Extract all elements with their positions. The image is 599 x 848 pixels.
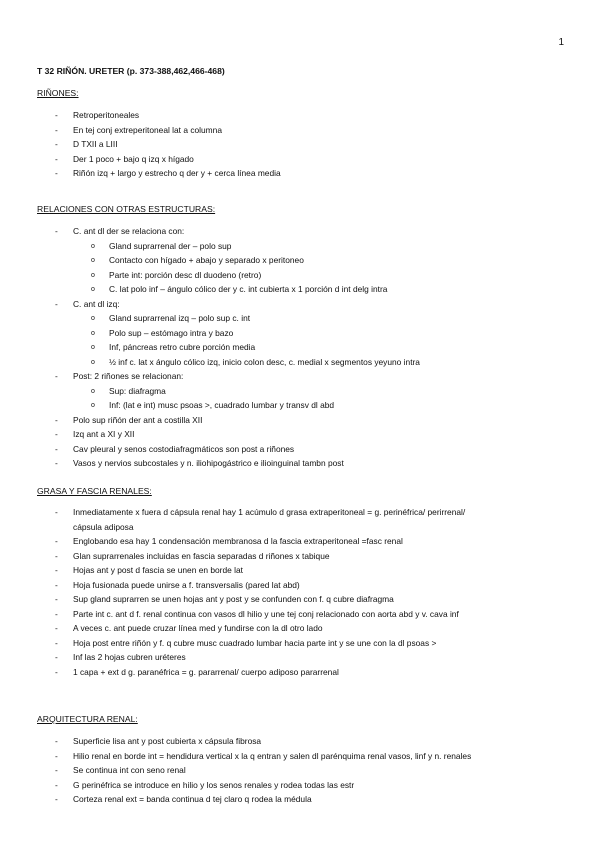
list-item-text: Sup gland suprarren se unen hojas ant y post y se confunden con f. q cubre diafragma <box>73 594 394 604</box>
document-title: T 32 RIÑÓN. URETER (p. 373-388,462,466-468) <box>37 66 225 76</box>
bullet-marker: - <box>55 429 58 439</box>
list-item <box>0 736 599 748</box>
bullet-marker: - <box>55 110 58 120</box>
bullet-marker: - <box>55 765 58 775</box>
list-item-text: C. lat polo inf – ángulo cólico der y c. int cubierta x 1 porción d int delg intra <box>109 284 388 294</box>
sub-bullet-marker: o <box>91 271 95 279</box>
bullet-marker: - <box>55 779 58 790</box>
list-item-text: G perinéfrica se introduce en hilio y los senos renales y rodea todas las estr <box>73 779 355 790</box>
section-heading: GRASA Y FASCIA RENALES: <box>37 486 152 496</box>
bullet-marker: - <box>55 153 58 164</box>
list-item-text: En tej conj extreperitoneal lat a columna <box>73 124 222 135</box>
bullet-marker: - <box>55 565 58 575</box>
list-item-text: Hojas ant y post d fascia se unen en borde lat <box>73 565 243 575</box>
list-item <box>0 565 599 577</box>
sub-bullet-marker: o <box>91 402 95 409</box>
list-item <box>0 371 599 383</box>
bullet-marker: - <box>55 536 58 546</box>
list-item-text: C. ant dl izq: <box>73 298 120 309</box>
list-item-text: Inmediatamente x fuera d cápsula renal hay 1 acúmulo d grasa extraperitoneal = g. perinéfrica/ perirrenal/ <box>73 507 466 517</box>
list-item-text: 1 capa + ext d g. paranéfrica = g. pararrenal/ cuerpo adiposo pararrenal <box>73 666 339 677</box>
list-item <box>0 522 599 534</box>
list-item <box>0 507 599 519</box>
list-item <box>0 551 599 563</box>
list-item <box>0 386 599 398</box>
list-item-text: Izq ant a XI y XII <box>73 429 135 439</box>
list-item <box>0 780 599 792</box>
section-heading: RIÑONES: <box>37 88 79 98</box>
bullet-marker: - <box>55 623 58 633</box>
bullet-marker: - <box>55 443 58 454</box>
bullet-marker: - <box>55 458 58 468</box>
list-item-text: Corteza renal ext = banda continua d tej claro q rodea la médula <box>73 794 312 804</box>
list-item <box>0 110 599 122</box>
sub-bullet-marker: o <box>91 344 95 351</box>
list-item <box>0 168 599 180</box>
bullet-marker: - <box>55 507 58 517</box>
list-item <box>0 328 599 340</box>
bullet-marker: - <box>55 124 58 135</box>
bullet-marker: - <box>55 594 58 604</box>
list-item <box>0 241 599 253</box>
list-item-text: Polo sup – estómago intra y bazo <box>109 327 234 338</box>
list-item-text: Hilio renal en borde int = hendidura vertical x la q entran y salen dl parénquima renal vasos, linf y n. renales <box>73 750 472 761</box>
list-item-text: A veces c. ant puede cruzar línea med y fundirse con la dl otro lado <box>73 623 323 633</box>
list-item-text: C. ant dl der se relaciona con: <box>73 226 185 236</box>
list-item-text: Hoja fusionada puede unirse a f. transversalis (pared lat abd) <box>73 579 300 590</box>
list-item <box>0 154 599 166</box>
list-item <box>0 357 599 369</box>
list-item <box>0 638 599 650</box>
list-item-text: Gland suprarrenal der – polo sup <box>109 240 232 251</box>
list-item <box>0 609 599 621</box>
list-item-text: Cav pleural y senos costodiafragmáticos son post a riñones <box>73 443 295 454</box>
list-item <box>0 313 599 325</box>
bullet-marker: - <box>55 139 58 149</box>
bullet-marker: - <box>55 608 58 619</box>
list-item <box>0 751 599 763</box>
bullet-marker: - <box>55 652 58 662</box>
list-item <box>0 400 599 412</box>
list-item-text: Inf: (lat e int) musc psoas >, cuadrado lumbar y transv dl abd <box>109 400 335 410</box>
list-item-text: Inf las 2 hojas cubren uréteres <box>73 652 186 662</box>
sub-bullet-marker: o <box>91 329 95 337</box>
sub-bullet-marker: o <box>91 242 95 250</box>
list-item <box>0 652 599 664</box>
sub-bullet-marker: o <box>91 358 95 366</box>
list-item-text: Vasos y nervios subcostales y n. iliohipogástrico e ilioinguinal tambn post <box>73 458 344 468</box>
sub-bullet-marker: o <box>91 257 95 264</box>
list-item <box>0 299 599 311</box>
list-item <box>0 415 599 427</box>
bullet-marker: - <box>55 750 58 761</box>
list-item <box>0 444 599 456</box>
list-item <box>0 429 599 441</box>
bullet-marker: - <box>55 736 58 746</box>
list-item <box>0 623 599 635</box>
bullet-marker: - <box>55 298 58 309</box>
list-item <box>0 139 599 151</box>
list-item-text: Polo sup riñón der ant a costilla XII <box>73 414 203 425</box>
list-item-text: Parte int: porción desc dl duodeno (retro) <box>109 269 262 280</box>
list-item-text: D TXII a LIII <box>73 139 118 149</box>
bullet-marker: - <box>55 226 58 236</box>
list-item-text: Englobando esa hay 1 condensación membranosa d la fascia extraperitoneal =fasc renal <box>73 536 403 546</box>
list-item-text: cápsula adiposa <box>73 521 134 532</box>
list-item-text: Se continua int con seno renal <box>73 765 186 775</box>
list-item-text: Contacto con hígado + abajo y separado x peritoneo <box>109 255 304 265</box>
list-item <box>0 594 599 606</box>
bullet-marker: - <box>55 579 58 590</box>
list-item <box>0 125 599 137</box>
list-item <box>0 580 599 592</box>
list-item-text: Post: 2 riñones se relacionan: <box>73 371 184 381</box>
list-item <box>0 342 599 354</box>
list-item-text: ½ inf c. lat x ángulo cólico izq, inicio colon desc, c. medial x segmentos yeyuno intra <box>109 356 420 367</box>
list-item <box>0 270 599 282</box>
list-item <box>0 794 599 806</box>
section-heading: RELACIONES CON OTRAS ESTRUCTURAS: <box>37 204 216 214</box>
list-item-text: Parte int c. ant d f. renal continua con vasos dl hilio y une tej conj relacionado con aorta abd y v. cava inf <box>73 608 459 619</box>
list-item-text: Inf, páncreas retro cubre porción media <box>109 342 256 352</box>
list-item <box>0 536 599 548</box>
sub-bullet-marker: o <box>91 286 95 293</box>
bullet-marker: - <box>55 168 58 178</box>
list-item-text: Glan suprarrenales incluidas en fascia separadas d riñones x tabique <box>73 550 330 561</box>
list-item <box>0 765 599 777</box>
page-number: 1 <box>558 37 564 48</box>
bullet-marker: - <box>55 371 58 381</box>
bullet-marker: - <box>55 794 58 804</box>
bullet-marker: - <box>55 550 58 561</box>
list-item-text: Riñón izq + largo y estrecho q der y + cerca línea media <box>73 168 281 178</box>
list-item <box>0 667 599 679</box>
section-heading: ARQUITECTURA RENAL: <box>37 714 138 724</box>
list-item-text: Sup: diafragma <box>109 385 166 396</box>
bullet-marker: - <box>55 666 58 677</box>
list-item <box>0 284 599 296</box>
list-item-text: Der 1 poco + bajo q izq x hígado <box>73 153 194 164</box>
list-item-text: Gland suprarrenal izq – polo sup c. int <box>109 313 251 323</box>
list-item <box>0 458 599 470</box>
sub-bullet-marker: o <box>91 315 95 322</box>
bullet-marker: - <box>55 637 58 648</box>
sub-bullet-marker: o <box>91 387 95 395</box>
list-item <box>0 226 599 238</box>
list-item-text: Retroperitoneales <box>73 110 140 120</box>
bullet-marker: - <box>55 414 58 425</box>
list-item-text: Superficie lisa ant y post cubierta x cápsula fibrosa <box>73 736 262 746</box>
list-item <box>0 255 599 267</box>
list-item-text: Hoja post entre riñón y f. q cubre musc cuadrado lumbar hacia parte int y se une con la dl psoas > <box>73 637 437 648</box>
